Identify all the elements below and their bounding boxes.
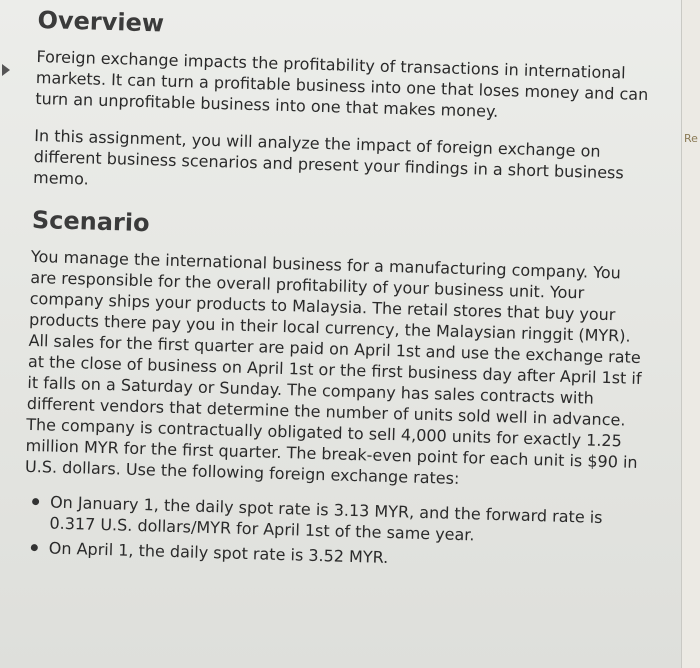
bullet-icon bbox=[31, 544, 38, 551]
expand-arrow-icon[interactable] bbox=[2, 64, 10, 76]
overview-heading: Overview bbox=[37, 5, 165, 38]
overview-paragraph-2: In this assignment, you will analyze the impact of foreign exchange on different business scenarios and present your findings in a short business memo. bbox=[32, 125, 624, 189]
scenario-paragraph: You manage the international business for a manufacturing company. You are responsible for the overall profitability of your business unit. Your company ships your products to Malaysia. The retail stores that buy your products there pay you in their local currency, the Malaysian ringgit (MYR). All sales for the first quarter are paid on April 1st and use the exchange rate at the close of business on April 1st or the first business day after April 1st if it falls on a Saturday or Sunday. The company has sales contracts with different vendors that determine the number of units sold well in advance. The company is contractually obligated to sell 4,000 units for exactly 1.25 million MYR for the first quarter. The break-even point for each unit is $90 in U.S. dollars. Use the following foreign exchange rates: bbox=[24, 246, 642, 488]
list-item-text: On April 1, the daily spot rate is 3.52 MYR. bbox=[48, 538, 389, 567]
adjacent-window-text: Re bbox=[684, 132, 698, 145]
list-item-text: On January 1, the daily spot rate is 3.13 MYR, and the forward rate is 0.317 U.S. dollars/MYR for April 1st of the same year. bbox=[49, 492, 603, 545]
document-content bbox=[22, 4, 655, 579]
exchange-rate-list bbox=[23, 491, 643, 575]
bullet-icon bbox=[32, 498, 39, 505]
overview-paragraph-1: Foreign exchange impacts the profitability of transactions in international markets. It can turn a profitable business into one that loses money and can turn an unprofitable business into one that makes money. bbox=[35, 46, 649, 121]
adjacent-window-edge bbox=[681, 0, 700, 668]
scenario-heading: Scenario bbox=[31, 205, 150, 238]
